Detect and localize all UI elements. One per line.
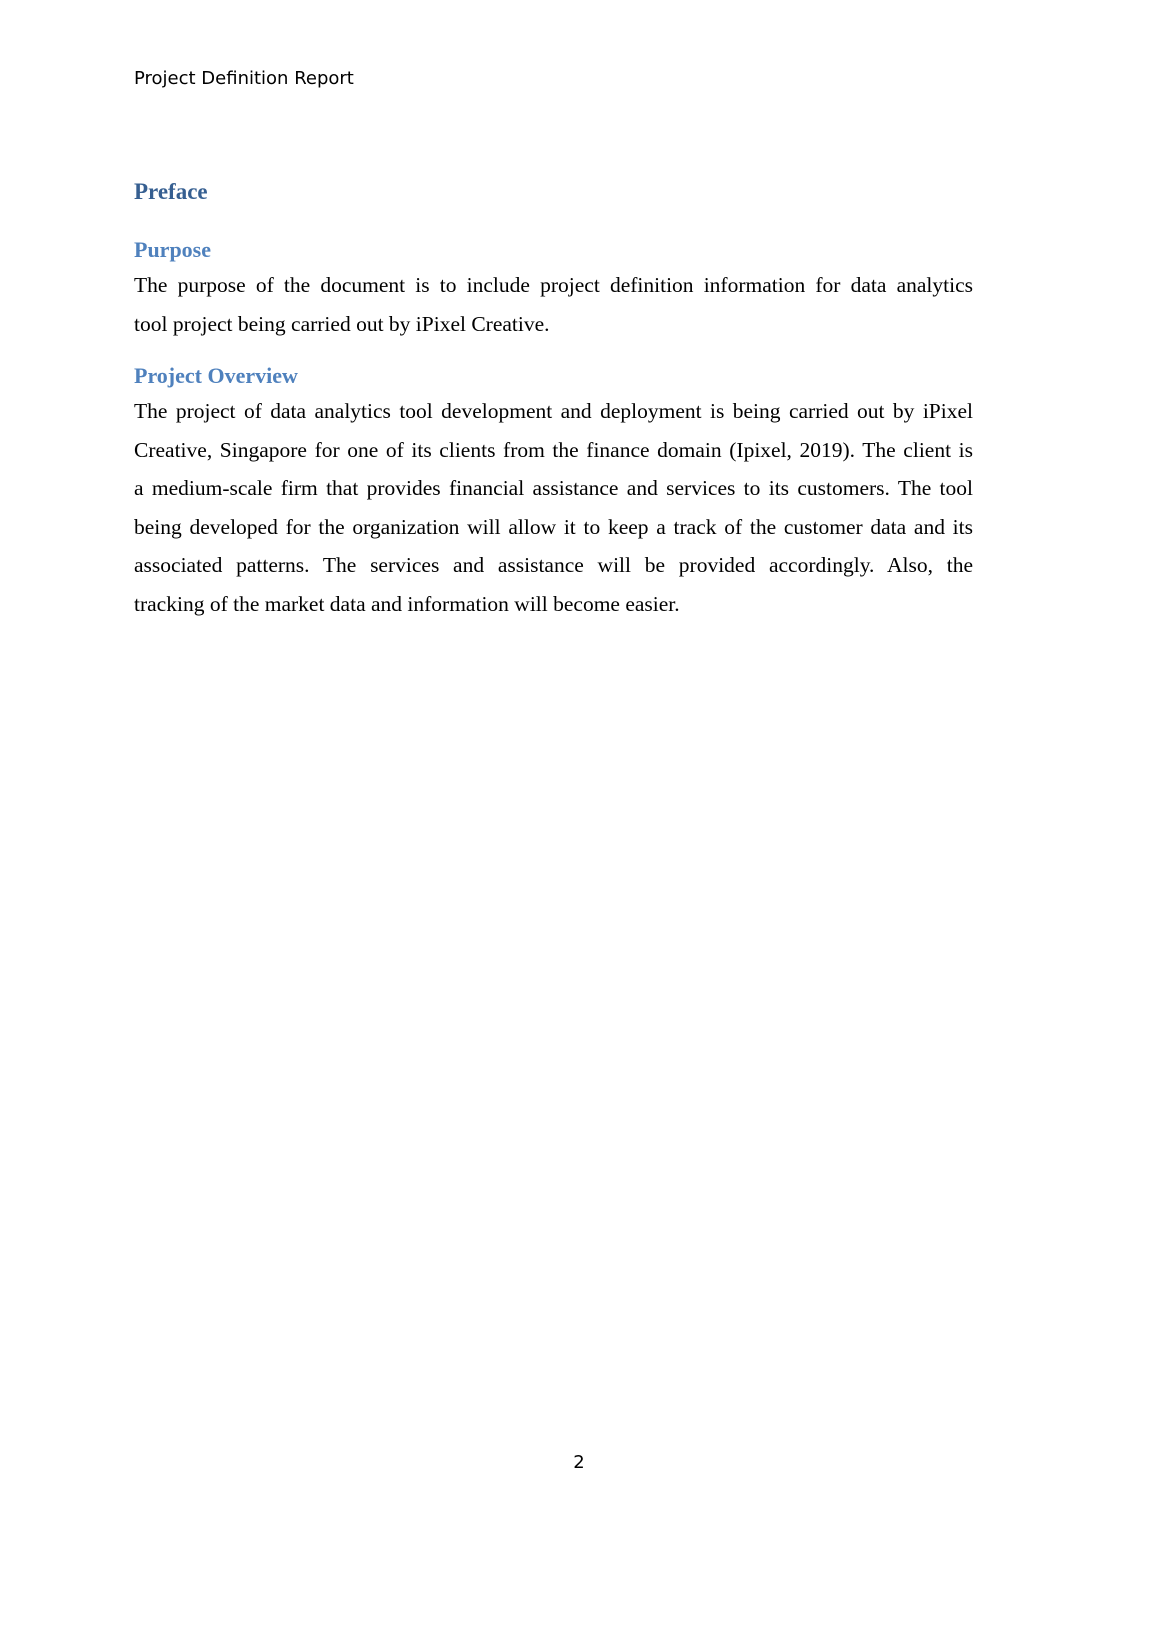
- text-line: Creative, Singapore for one of its clients from the finance domain (Ipixel, 2019). The client is: [134, 437, 973, 462]
- page-header: Project Definition Report: [134, 68, 354, 89]
- overview-paragraph: [134, 392, 973, 623]
- document-body: [134, 178, 973, 642]
- text-line: The purpose of the document is to include project definition information for data analytics: [134, 273, 973, 297]
- preface-heading: Preface: [134, 179, 208, 204]
- text-line: tracking of the market data and information will become easier.: [134, 591, 680, 616]
- purpose-paragraph: [134, 266, 973, 343]
- text-line: associated patterns. The services and assistance will be provided accordingly. Also, the: [134, 553, 973, 577]
- text-line: The project of data analytics tool development and deployment is being carried out by iPixel: [134, 399, 973, 423]
- purpose-heading: Purpose: [134, 237, 211, 262]
- text-line: being developed for the organization will allow it to keep a track of the customer data and its: [134, 514, 973, 539]
- text-line: a medium-scale firm that provides financial assistance and services to its customers. The tool: [134, 476, 973, 500]
- text-line: tool project being carried out by iPixel Creative.: [134, 311, 550, 336]
- page-number: 2: [573, 1452, 585, 1473]
- project-overview-heading: Project Overview: [134, 363, 298, 388]
